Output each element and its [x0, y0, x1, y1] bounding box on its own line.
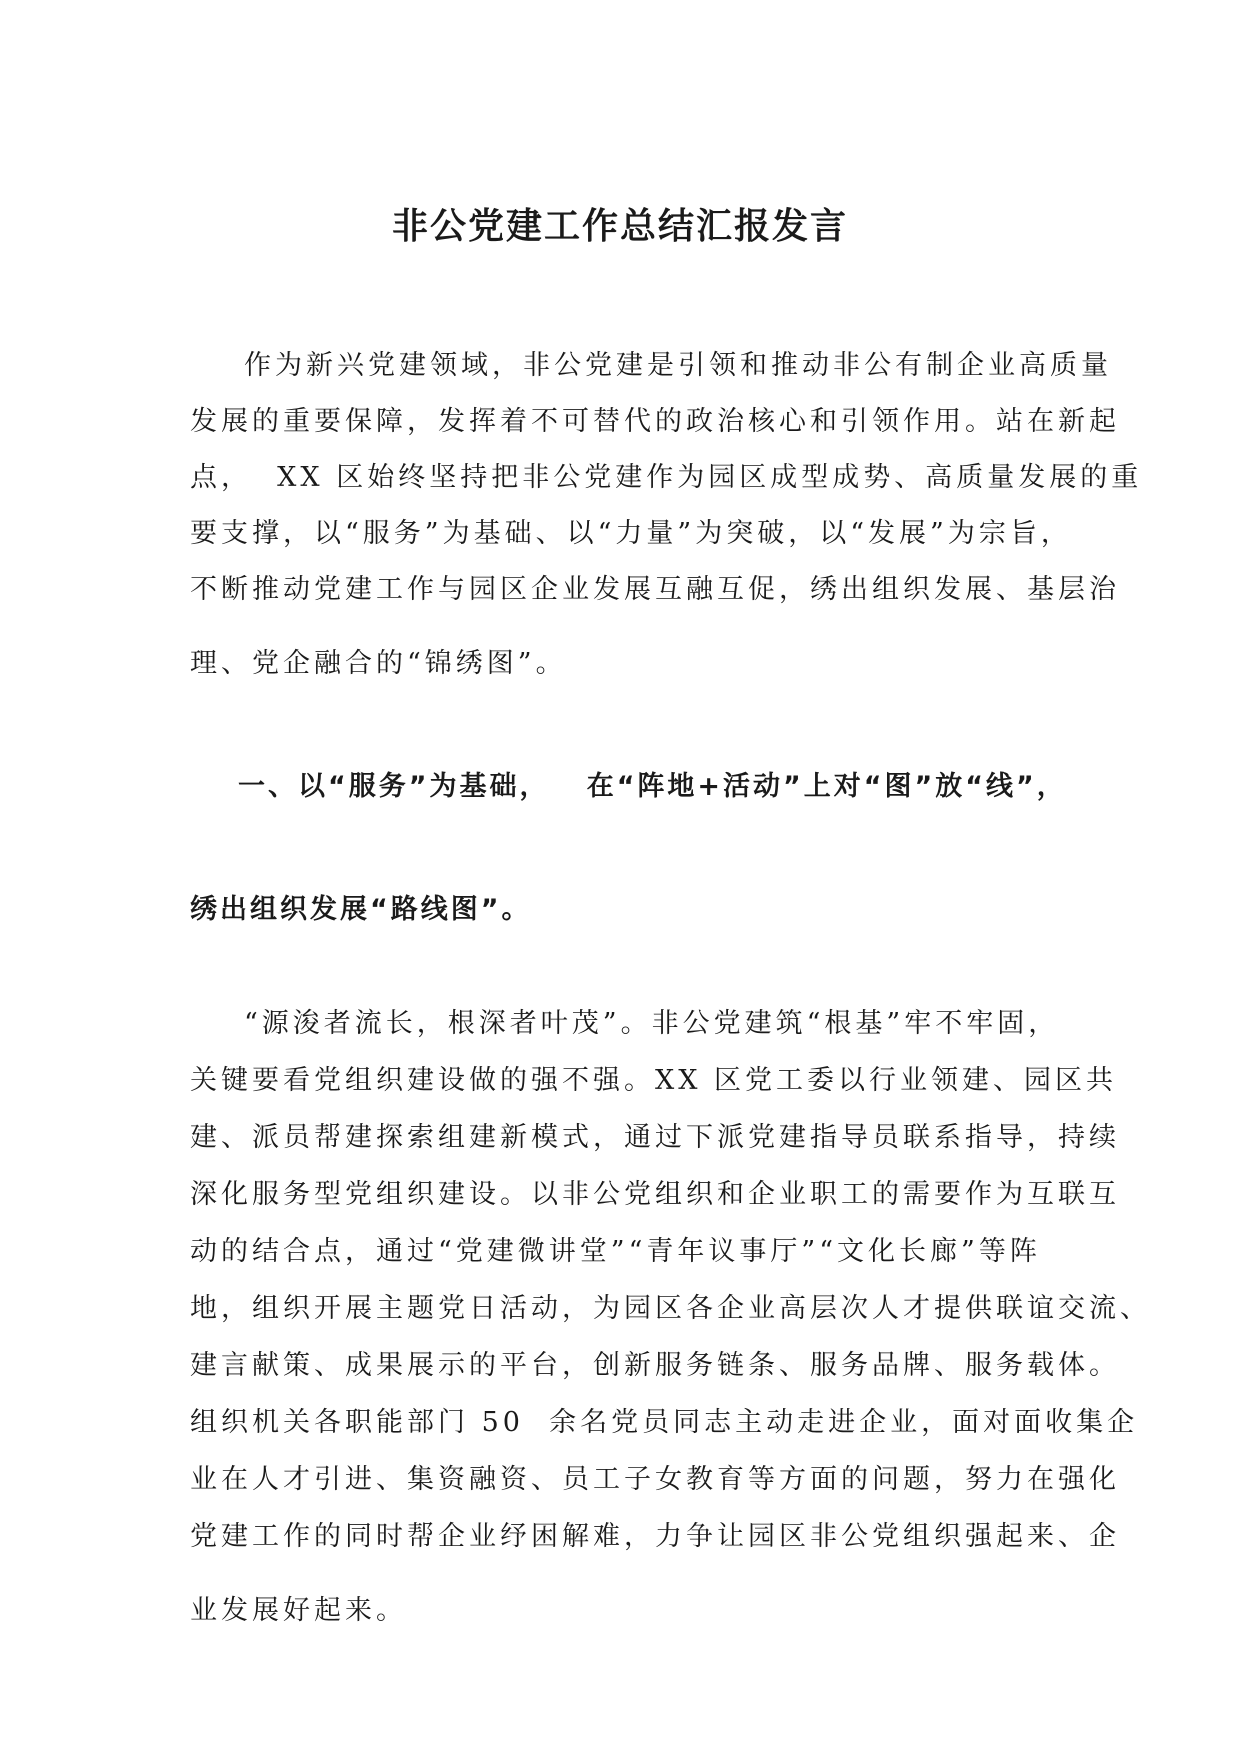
section-1-body-line: 建、派员帮建探索组建新模式，通过下派党建指导员联系指导，持续 — [190, 1122, 1120, 1153]
intro-line: 要支撑，以“服务”为基础、以“力量”为突破，以“发展”为宗旨， — [190, 518, 1072, 549]
section-1-heading — [190, 757, 1067, 940]
intro-line: 发展的重要保障，发挥着不可替代的政治核心和引领作用。站在新起 — [190, 406, 1120, 437]
intro-line: 理、党企融合的“锦绣图”。 — [190, 648, 567, 679]
document-title: 非公党建工作总结汇报发言 — [391, 206, 848, 247]
section-1-body-line: 业在人才引进、集资融资、员工子女教育等方面的问题，努力在强化 — [190, 1464, 1120, 1495]
section-1-body-line: 动的结合点，通过“党建微讲堂”“青年议事厅”“文化长廊”等阵 — [190, 1236, 1041, 1267]
intro-line: 点， XX 区始终坚持把非公党建作为园区成型成势、高质量发展的重 — [190, 462, 1143, 493]
section-1-body-line: 地，组织开展主题党日活动，为园区各企业高层次人才提供联谊交流、 — [190, 1293, 1151, 1324]
section-1-body-line: 业发展好起来。 — [190, 1595, 407, 1626]
section-1-heading-line: 绣出组织发展“路线图”。 — [190, 894, 532, 925]
section-1-body-line: 建言献策、成果展示的平台，创新服务链条、服务品牌、服务载体。 — [190, 1350, 1120, 1381]
section-1-heading-line: 一、以“服务”为基础， 在“阵地+活动”上对“图”放“线”， — [238, 771, 1067, 802]
section-1-body-line: 党建工作的同时帮企业纾困解难，力争让园区非公党组织强起来、企 — [190, 1521, 1120, 1552]
section-1-body-paragraph — [190, 995, 1151, 1639]
section-1-body-line: 组织机关各职能部门 50 余名党员同志主动走进企业，面对面收集企 — [190, 1407, 1139, 1438]
intro-line: 不断推动党建工作与园区企业发展互融互促，绣出组织发展、基层治 — [190, 574, 1120, 605]
section-1-body-line: “源浚者流长，根深者叶茂”。非公党建筑“根基”牢不牢固， — [244, 1008, 1060, 1039]
intro-line: 作为新兴党建领域，非公党建是引领和推动非公有制企业高质量 — [244, 350, 1112, 381]
intro-paragraph — [190, 338, 1143, 692]
section-1-body-line: 深化服务型党组织建设。以非公党组织和企业职工的需要作为互联互 — [190, 1179, 1120, 1210]
section-1-body-line: 关键要看党组织建设做的强不强。XX 区党工委以行业领建、园区共 — [190, 1065, 1118, 1096]
